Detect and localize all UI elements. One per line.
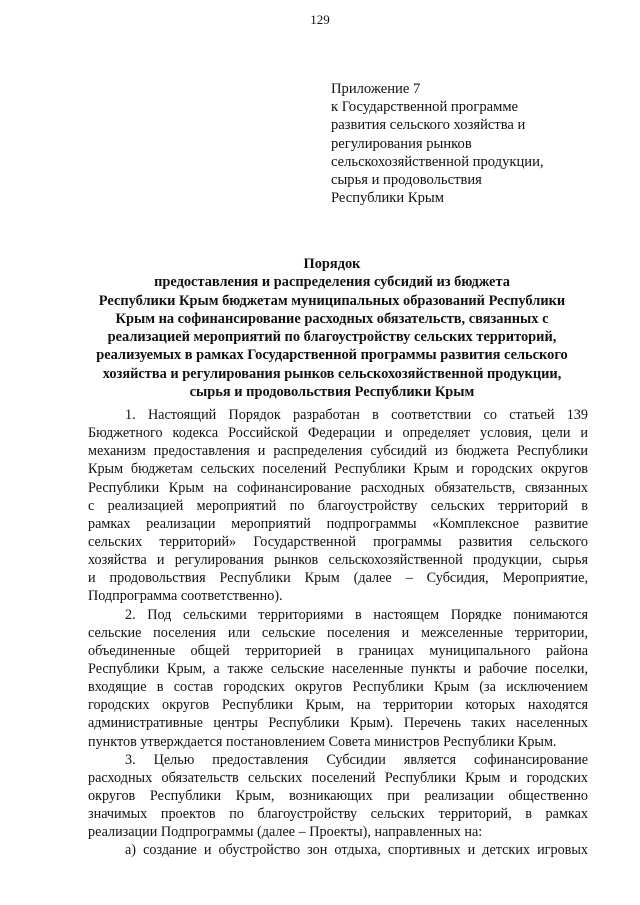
text-line: реализации Подпрограммы (далее – Проекты), направленных на:	[88, 824, 483, 841]
title-line: сырья и продовольствия Республики Крым	[189, 384, 475, 401]
title-line: Крым на софинансирование расходных обязательств, связанных с	[115, 310, 549, 327]
title-heading: Порядок	[303, 256, 361, 272]
appendix-line: Приложение 7	[331, 81, 421, 97]
document-body	[88, 406, 588, 860]
paragraph-3	[88, 751, 588, 842]
text-line: хозяйства и регулирования рынков сельскохозяйственной продукции, сырья	[88, 552, 588, 569]
text-line: пунктов утверждается постановлением Совета министров Республики Крым.	[88, 733, 557, 750]
appendix-block	[331, 80, 611, 207]
text-line: Республики Крым на софинансирование расходных обязательств, связанных	[88, 479, 588, 496]
title-line: Республики Крым бюджетам муниципальных образований Республики	[98, 292, 566, 309]
text-line: Республики Крым, а также сельские населенные пункты и рабочие поселки,	[88, 660, 588, 677]
title-line: хозяйства и регулирования рынков сельскохозяйственной продукции,	[102, 365, 562, 382]
appendix-line: Республики Крым	[331, 190, 444, 207]
text-line: 2. Под сельскими территориями в настоящем Порядке понимаются	[125, 606, 588, 623]
text-line: Бюджетного кодекса Российской Федерации и определяет условия, цели и	[88, 425, 588, 442]
title-line: реализуемых в рамках Государственной программы развития сельского	[96, 347, 568, 364]
text-line: рамках реализации мероприятий подпрограммы «Комплексное развитие	[88, 515, 588, 532]
text-line: а) создание и обустройство зон отдыха, спортивных и детских игровых	[125, 842, 588, 859]
appendix-line: сельскохозяйственной продукции,	[331, 153, 544, 170]
page-number: 129	[310, 12, 330, 27]
text-line: Подпрограмма соответственно).	[88, 588, 283, 605]
appendix-line: развития сельского хозяйства и	[331, 117, 526, 134]
text-line: административные центры Республики Крым). Перечень таких населенных	[88, 715, 588, 732]
appendix-line: к Государственной программе	[331, 99, 519, 116]
text-line: 1. Настоящий Порядок разработан в соответствии со статьей 139	[125, 407, 588, 423]
text-line: и продовольствия Республики Крым (далее – Субсидия, Мероприятие,	[88, 570, 588, 587]
text-line: округов Республики Крым, возникающих при реализации общественно	[88, 787, 588, 804]
text-line: Крым бюджетам сельских поселений Республики Крым и городских округов	[88, 461, 588, 478]
paragraph-1	[88, 406, 588, 606]
text-line: значимых проектов по благоустройству сельских территорий, в рамках	[88, 806, 588, 823]
appendix-line: сырья и продовольствия	[331, 172, 482, 189]
title-line: предоставления и распределения субсидий из бюджета	[154, 274, 510, 291]
text-line: сельских территорий» Государственной программы развития сельского	[88, 533, 588, 550]
paragraph-2	[88, 606, 588, 751]
text-line: входящие в состав городских округов Республики Крым (за исключением	[88, 679, 588, 696]
document-title	[70, 255, 594, 401]
text-line: городских округов Республики Крым, на территории которых находятся	[88, 697, 588, 714]
text-line: 3. Целью предоставления Субсидии является софинансирование	[125, 751, 588, 768]
paragraph-4	[88, 841, 588, 859]
appendix-line: регулирования рынков	[331, 135, 472, 152]
title-line: реализацией мероприятий по благоустройству сельских территорий,	[107, 329, 557, 346]
text-line: объединенные общей территорией в границах муниципального района	[88, 642, 588, 659]
text-line: с реализацией мероприятий по благоустройству сельских территорий в	[88, 497, 588, 514]
text-line: механизм предоставления и распределения субсидий из бюджета Республики	[88, 443, 588, 460]
text-line: сельские поселения или сельские поселения и межселенные территории,	[88, 624, 588, 641]
text-line: расходных обязательств сельских поселений Республики Крым и городских	[88, 769, 588, 786]
